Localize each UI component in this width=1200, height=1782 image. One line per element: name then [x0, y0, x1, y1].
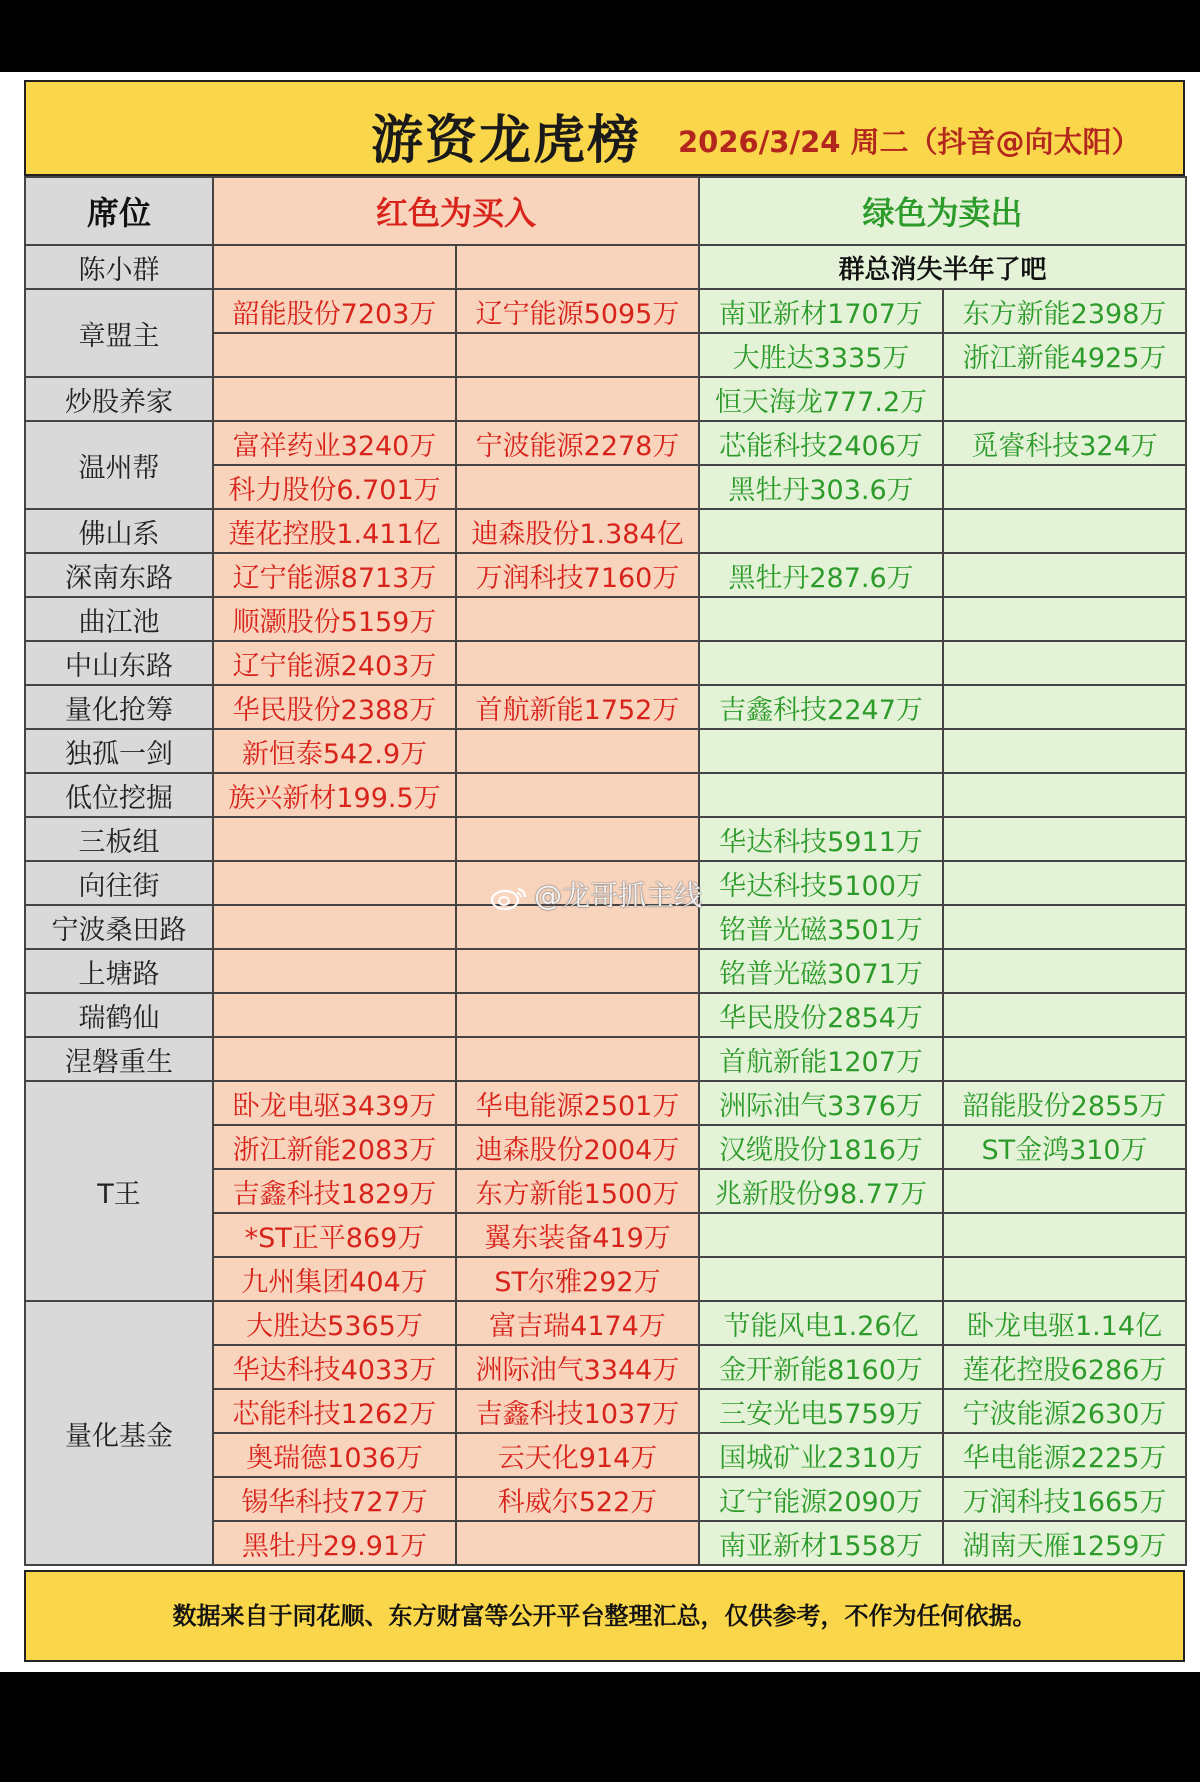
seat-name: 佛山系: [25, 509, 213, 553]
footer-text: 数据来自于同花顺、东方财富等公开平台整理汇总，仅供参考，不作为任何依据。: [172, 1602, 1037, 1630]
sell-cell: [943, 993, 1186, 1037]
sell-cell: 万润科技1665万: [943, 1477, 1186, 1521]
buy-cell: 辽宁能源2403万: [213, 641, 456, 685]
buy-cell: 富吉瑞4174万: [456, 1301, 699, 1345]
sell-cell: [699, 773, 943, 817]
seat-name: 中山东路: [25, 641, 213, 685]
sell-cell: 华民股份2854万: [699, 993, 943, 1037]
sell-cell: 国城矿业2310万: [699, 1433, 943, 1477]
watermark-text: @龙哥抓主线: [534, 879, 703, 912]
sell-cell: [699, 1213, 943, 1257]
seat-name: 宁波桑田路: [25, 905, 213, 949]
buy-cell: 九州集团404万: [213, 1257, 456, 1301]
buy-cell: 华达科技4033万: [213, 1345, 456, 1389]
buy-cell: [456, 1037, 699, 1081]
buy-cell: [456, 1521, 699, 1565]
buy-cell: [456, 949, 699, 993]
buy-cell: 大胜达5365万: [213, 1301, 456, 1345]
seat-name: 温州帮: [25, 421, 213, 509]
buy-cell: [456, 465, 699, 509]
sell-cell: [943, 465, 1186, 509]
buy-cell: 首航新能1752万: [456, 685, 699, 729]
buy-cell: [456, 993, 699, 1037]
sell-cell: 黑牡丹303.6万: [699, 465, 943, 509]
seat-name: 涅磐重生: [25, 1037, 213, 1081]
buy-cell: [456, 641, 699, 685]
sell-cell: [943, 729, 1186, 773]
buy-cell: 吉鑫科技1037万: [456, 1389, 699, 1433]
sell-cell: 湖南天雁1259万: [943, 1521, 1186, 1565]
seat-name: 三板组: [25, 817, 213, 861]
buy-cell: [213, 245, 456, 289]
sell-cell: 洲际油气3376万: [699, 1081, 943, 1125]
buy-cell: 奥瑞德1036万: [213, 1433, 456, 1477]
sell-cell: [943, 641, 1186, 685]
sell-cell: 兆新股份98.77万: [699, 1169, 943, 1213]
buy-cell: [213, 861, 456, 905]
sell-cell: 觅睿科技324万: [943, 421, 1186, 465]
sell-cell: [943, 597, 1186, 641]
table-row: [25, 773, 1186, 817]
buy-cell: 莲花控股1.411亿: [213, 509, 456, 553]
buy-cell: [456, 245, 699, 289]
sell-cell: 莲花控股6286万: [943, 1345, 1186, 1389]
buy-cell: [456, 773, 699, 817]
buy-cell: [213, 949, 456, 993]
buy-cell: 万润科技7160万: [456, 553, 699, 597]
buy-cell: [456, 597, 699, 641]
sell-cell: 卧龙电驱1.14亿: [943, 1301, 1186, 1345]
buy-cell: [213, 333, 456, 377]
sell-cell: [699, 509, 943, 553]
sell-cell: [943, 509, 1186, 553]
sell-cell: 吉鑫科技2247万: [699, 685, 943, 729]
sell-cell: 铭普光磁3071万: [699, 949, 943, 993]
table-row: [25, 641, 1186, 685]
sell-cell: 铭普光磁3501万: [699, 905, 943, 949]
sell-cell: [943, 685, 1186, 729]
sell-cell: 辽宁能源2090万: [699, 1477, 943, 1521]
table-row: [25, 421, 1186, 465]
buy-cell: 富祥药业3240万: [213, 421, 456, 465]
sell-cell: [943, 773, 1186, 817]
buy-cell: [456, 817, 699, 861]
buy-cell: 吉鑫科技1829万: [213, 1169, 456, 1213]
watermark: [490, 874, 702, 914]
table-row: [25, 817, 1186, 861]
sell-cell: 节能风电1.26亿: [699, 1301, 943, 1345]
sell-cell: [943, 553, 1186, 597]
buy-cell: 云天化914万: [456, 1433, 699, 1477]
sell-cell: 恒天海龙777.2万: [699, 377, 943, 421]
seat-name: 低位挖掘: [25, 773, 213, 817]
buy-cell: 卧龙电驱3439万: [213, 1081, 456, 1125]
dragon-tiger-table: [24, 176, 1187, 1566]
sell-cell: 浙江新能4925万: [943, 333, 1186, 377]
sell-column-header: 绿色为卖出: [699, 177, 1186, 245]
buy-cell: ST尔雅292万: [456, 1257, 699, 1301]
buy-cell: 新恒泰542.9万: [213, 729, 456, 773]
sell-cell: [699, 1257, 943, 1301]
sell-cell: 华电能源2225万: [943, 1433, 1186, 1477]
sell-cell: 东方新能2398万: [943, 289, 1186, 333]
buy-cell: 华电能源2501万: [456, 1081, 699, 1125]
sell-cell: 首航新能1207万: [699, 1037, 943, 1081]
buy-cell: 宁波能源2278万: [456, 421, 699, 465]
seat-name: 量化基金: [25, 1301, 213, 1565]
seat-name: 章盟主: [25, 289, 213, 377]
sell-cell: 南亚新材1558万: [699, 1521, 943, 1565]
table-row: [25, 729, 1186, 773]
sell-cell: [943, 377, 1186, 421]
seat-name: 瑞鹤仙: [25, 993, 213, 1037]
sell-cell: [943, 861, 1186, 905]
table-row: [25, 245, 1186, 289]
sell-cell: 汉缆股份1816万: [699, 1125, 943, 1169]
buy-cell: [456, 729, 699, 773]
buy-cell: 辽宁能源8713万: [213, 553, 456, 597]
sell-cell: 金开新能8160万: [699, 1345, 943, 1389]
sell-cell: [943, 1257, 1186, 1301]
sell-cell: [699, 597, 943, 641]
seat-name: 向往街: [25, 861, 213, 905]
sell-note: 群总消失半年了吧: [699, 245, 1186, 289]
seat-name: 曲江池: [25, 597, 213, 641]
buy-cell: [213, 817, 456, 861]
sell-cell: [943, 1169, 1186, 1213]
table-row: [25, 377, 1186, 421]
sell-cell: 三安光电5759万: [699, 1389, 943, 1433]
sell-cell: ST金鸿310万: [943, 1125, 1186, 1169]
buy-cell: [213, 377, 456, 421]
buy-cell: [213, 1037, 456, 1081]
buy-cell: 迪森股份2004万: [456, 1125, 699, 1169]
buy-cell: 锡华科技727万: [213, 1477, 456, 1521]
table-row: [25, 685, 1186, 729]
sell-cell: 宁波能源2630万: [943, 1389, 1186, 1433]
buy-cell: 族兴新材199.5万: [213, 773, 456, 817]
buy-cell: 科力股份6.701万: [213, 465, 456, 509]
table-row: [25, 1037, 1186, 1081]
table-row: [25, 949, 1186, 993]
buy-cell: [456, 377, 699, 421]
sell-cell: [943, 817, 1186, 861]
sell-cell: [699, 729, 943, 773]
sell-cell: [943, 949, 1186, 993]
seat-name: 炒股养家: [25, 377, 213, 421]
seat-name: 深南东路: [25, 553, 213, 597]
buy-cell: 迪森股份1.384亿: [456, 509, 699, 553]
table-row: [25, 597, 1186, 641]
weibo-icon: [490, 884, 528, 910]
buy-cell: [213, 993, 456, 1037]
sell-cell: 华达科技5100万: [699, 861, 943, 905]
sell-cell: 大胜达3335万: [699, 333, 943, 377]
title-bar: [24, 80, 1185, 176]
sell-cell: [699, 641, 943, 685]
buy-column-header: 红色为买入: [213, 177, 699, 245]
sell-cell: 南亚新材1707万: [699, 289, 943, 333]
buy-cell: 辽宁能源5095万: [456, 289, 699, 333]
table-row: [25, 289, 1186, 333]
sell-cell: [943, 1213, 1186, 1257]
buy-cell: 韶能股份7203万: [213, 289, 456, 333]
buy-cell: 华民股份2388万: [213, 685, 456, 729]
sell-cell: 华达科技5911万: [699, 817, 943, 861]
buy-cell: 洲际油气3344万: [456, 1345, 699, 1389]
seat-name: T王: [25, 1081, 213, 1301]
sell-cell: 芯能科技2406万: [699, 421, 943, 465]
page-subtitle: 2026/3/24 周二（抖音@向太阳）: [678, 125, 1141, 159]
table-row: [25, 553, 1186, 597]
buy-cell: 东方新能1500万: [456, 1169, 699, 1213]
buy-cell: 翼东装备419万: [456, 1213, 699, 1257]
footer-bar: [24, 1570, 1185, 1662]
buy-cell: 黑牡丹29.91万: [213, 1521, 456, 1565]
table-row: [25, 993, 1186, 1037]
page-title: 游资龙虎榜: [371, 111, 642, 171]
sell-cell: [943, 905, 1186, 949]
table-row: [25, 1081, 1186, 1125]
seat-name: 陈小群: [25, 245, 213, 289]
seat-name: 上塘路: [25, 949, 213, 993]
buy-cell: 芯能科技1262万: [213, 1389, 456, 1433]
seat-name: 量化抢筹: [25, 685, 213, 729]
sell-cell: 韶能股份2855万: [943, 1081, 1186, 1125]
seat-column-header: 席位: [25, 177, 213, 245]
seat-name: 独孤一剑: [25, 729, 213, 773]
buy-cell: [456, 333, 699, 377]
buy-cell: 浙江新能2083万: [213, 1125, 456, 1169]
buy-cell: 科威尔522万: [456, 1477, 699, 1521]
table-row: [25, 1301, 1186, 1345]
buy-cell: 顺灏股份5159万: [213, 597, 456, 641]
buy-cell: *ST正平869万: [213, 1213, 456, 1257]
sell-cell: [943, 1037, 1186, 1081]
table-header-row: [25, 177, 1186, 245]
buy-cell: [213, 905, 456, 949]
table-row: [25, 509, 1186, 553]
sell-cell: 黑牡丹287.6万: [699, 553, 943, 597]
